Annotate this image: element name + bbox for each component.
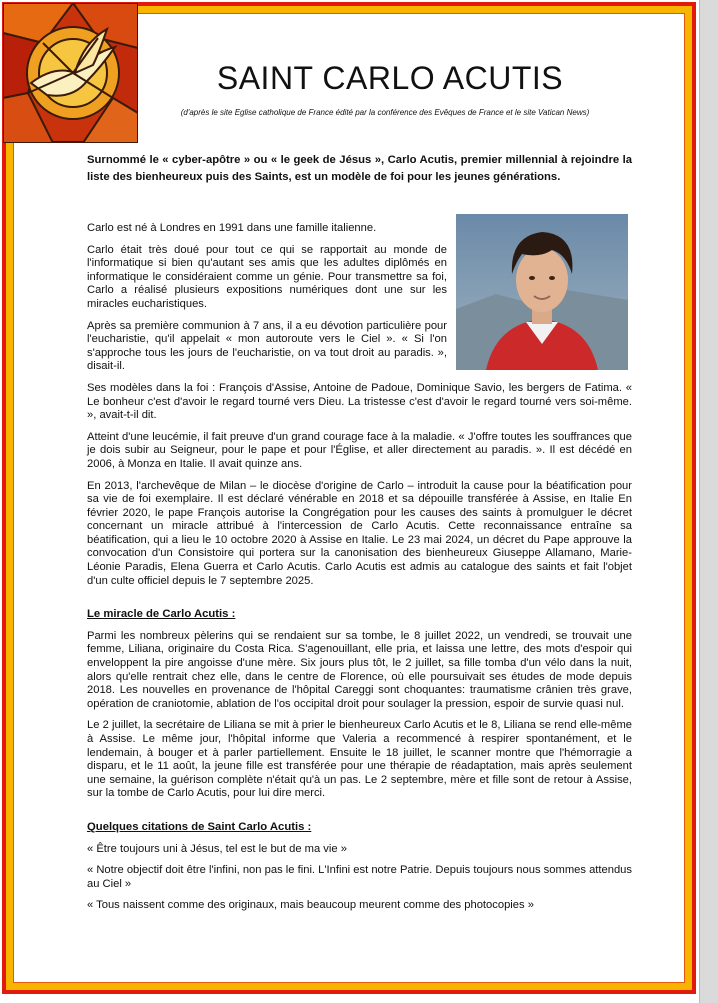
bio-paragraph: Après sa première communion à 7 ans, il a eu dévotion particulière pour l'eucharistie, qu'il appelait « mon autoroute vers le Ciel ». « Si l'on s'approche tous les jours de l'eucharistie, on va tout droit au paradis. », disait-il. xyxy=(87,319,447,373)
miracle-paragraph: Parmi les nombreux pèlerins qui se rendaient sur sa tombe, le 8 juillet 2022, un vendredi, se trouvait une femme, Liliana, originaire du Costa Rica. S'agenouillant, elle pria, et laissa une lettre, des mots d'espoir qui enveloppent la pire angoisse d'une mère. Six jours plus tôt, le 2 juillet, sa fille tomba d'un vélo dans la nuit, alors qu'elle rentrait chez elle, dans le centre de Florence, où elle poursuivait ses études de mode depuis 2018. Les nouvelles en provenance de l'hôpital Careggi sont choquantes: traumatisme crânien très grave, opération de craniotomie, ablation de l'os occipital droit pour soulager la pression, espoir de survie quasi nul. xyxy=(87,629,632,710)
quote-item: « Notre objectif doit être l'infini, non pas le fini. L'Infini est notre Patrie. Depuis toujours nous sommes attendus au Ciel » xyxy=(87,864,632,890)
bio-paragraph: Atteint d'une leucémie, il fait preuve d'un grand courage face à la maladie. « J'offre toutes les souffrances que je dois subir au Seigneur, pour le pape et pour l'Église, et aller directement au paradis. ». Il est décédé en 2006, à Monza en Italie. Il avait quinze ans. xyxy=(87,430,632,470)
quote-item: « Être toujours uni à Jésus, tel est le but de ma vie » xyxy=(87,842,347,855)
scrollbar-edge[interactable] xyxy=(699,0,718,1003)
main-content xyxy=(87,222,632,921)
miracle-paragraph: Le 2 juillet, la secrétaire de Liliana se mit à prier le bienheureux Carlo Acutis et le 8, Liliana se rend elle-même à Assise. Le même jour, l'hôpital informe que Valeria a recommencé à respirer spontanément, et le lendemain, à bouger et à parler partiellement. Ensuite le 18 juillet, le scanner montre que l'hémorragie a disparu, et le 11 août, la jeune fille est transférée pour une thérapie de réadaptation, mais après seulement une semaine, la guérison complète n'était qu'à un pas. Le 2 septembre, mère et fille sont de retour à Assise, sur la tombe de Carlo Acutis, pour lui dire merci. xyxy=(87,719,632,800)
stained-glass-dove-icon xyxy=(3,3,138,143)
quote-item: « Tous naissent comme des originaux, mais beaucoup meurent comme des photocopies » xyxy=(87,899,534,912)
bio-paragraph: En 2013, l'archevêque de Milan – le diocèse d'origine de Carlo – introduit la cause pour la béatification pour sa vie de foi exemplaire. Il est déclaré vénérable en 2018 et sa dépouille transférée à Assise, en Italie En février 2020, le pape François autorise la Congrégation pour les causes des saints à promulguer le décret concernant un miracle attribué à l'intercession de Carlo Acutis. Cette reconnaissance entraîne sa béatification, qui a lieu le 10 octobre 2020 à Assise en Italie. Le 23 mai 2024, un décret du Pape approuve la convocation d'un Consistoire qui portera sur la canonisation des bienheureux Giuseppe Allamano, Marie-Léonie Paradis, Elena Guerra et Carlo Acutis. Carlo Acutis est admis au catalogue des saints et fait l'objet d'un culte officiel depuis le 7 septembre 2025. xyxy=(87,479,632,587)
intro-paragraph: Surnommé le « cyber-apôtre » ou « le geek de Jésus », Carlo Acutis, premier millennial à rejoindre la liste des bienheureux puis des Saints, est un modèle de foi pour les jeunes générations. xyxy=(87,154,632,183)
bio-paragraph: Ses modèles dans la foi : François d'Assise, Antoine de Padoue, Dominique Savio, les bergers de Fatima. « Le bonheur c'est d'avoir le regard tourné vers Dieu. La tristesse c'est d'avoir le regard tourné vers soi-même. », avait-t-il dit. xyxy=(87,381,632,422)
bio-paragraph: Carlo était très doué pour tout ce qui se rapportait au monde de l'informatique si bien qu'autant ses amis que les adultes diplômés en informatique le considéraient comme un génie. Pour transmettre sa foi, Carlo a réalisé plusieurs expositions numériques dont une sur les miracles eucharistiques. xyxy=(87,243,447,310)
page-subtitle: (d'après le site Eglise catholique de France édité par la conférence des Evêques de France et le site Vatican News) xyxy=(180,108,590,117)
miracle-heading: Le miracle de Carlo Acutis : xyxy=(87,608,236,621)
bio-paragraph: Carlo est né à Londres en 1991 dans une famille italienne. xyxy=(87,222,377,234)
page-title: SAINT CARLO ACUTIS xyxy=(216,60,564,96)
quotes-heading: Quelques citations de Saint Carlo Acutis : xyxy=(87,820,312,833)
